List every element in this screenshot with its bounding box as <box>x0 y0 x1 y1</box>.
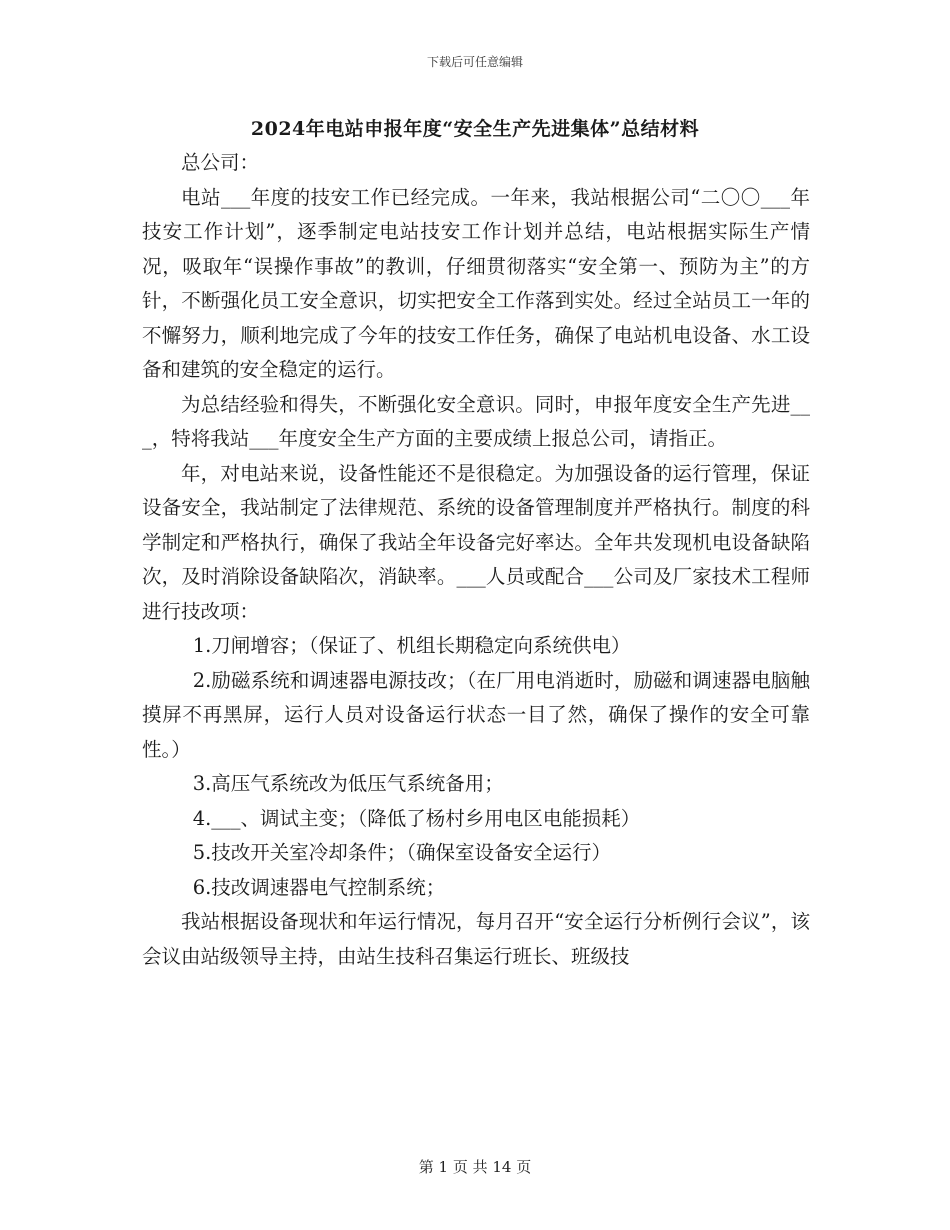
list-item: 1.刀闸增容；（保证了、机组长期稳定向系统供电） <box>192 634 631 657</box>
document-title: 2024年电站申报年度“安全生产先进集体”总结材料 <box>250 118 700 140</box>
page-header-note: 下载后可任意编辑 <box>426 55 523 69</box>
list-item: 6.技改调速器电气控制系统； <box>192 875 446 899</box>
list-item: 2.励磁系统和调速器电源技改；（在厂用电消逝时，励磁和调速器电脑触摸屏不再黑屏，运行人员对设备运行状态一目了然，确保了操作的安全可靠性。） <box>142 668 810 761</box>
salutation: 总公司： <box>181 151 260 174</box>
paragraph: 年，对电站来说，设备性能还不是很稳定。为加强设备的运行管理，保证设备安全，我站制定了法律规范、系统的设备管理制度并严格执行。制度的科学制定和严格执行，确保了我站全年设备完好率达。全年共发现机电设备缺陷次，及时消除设备缺陷次，消缺率。___人员或配合___公司及厂家技术工程师进行技改项： <box>142 461 810 623</box>
list-item: 5.技改开关室冷却条件；（确保室设备安全运行） <box>192 841 612 864</box>
list-item: 3.高压气系统改为低压气系统备用； <box>192 772 504 795</box>
document-body <box>142 146 810 974</box>
page-number: 第 1 页 共 14 页 <box>418 1158 532 1176</box>
list-item: 4.___、调试主变；（降低了杨村乡用电区电能损耗） <box>192 806 641 830</box>
paragraph: 我站根据设备现状和年运行情况，每月召开“安全运行分析例行会议”，该会议由站级领导主持，由站生技科召集运行班长、班级技 <box>142 910 810 968</box>
paragraph: 为总结经验和得失，不断强化安全意识。同时，申报年度安全生产先进___，特将我站___年度安全生产方面的主要成绩上报总公司，请指正。 <box>142 392 810 450</box>
paragraph: 电站___年度的技安工作已经完成。一年来，我站根据公司“二〇〇___年技安工作计划”，逐季制定电站技安工作计划并总结，电站根据实际生产情况，吸取年“误操作事故”的教训，仔细贯彻落实“安全第一、预防为主”的方针，不断强化员工安全意识，切实把安全工作落到实处。经过全站员工一年的不懈努力，顺利地完成了今年的技安工作任务，确保了电站机电设备、水工设备和建筑的安全稳定的运行。 <box>142 185 810 381</box>
